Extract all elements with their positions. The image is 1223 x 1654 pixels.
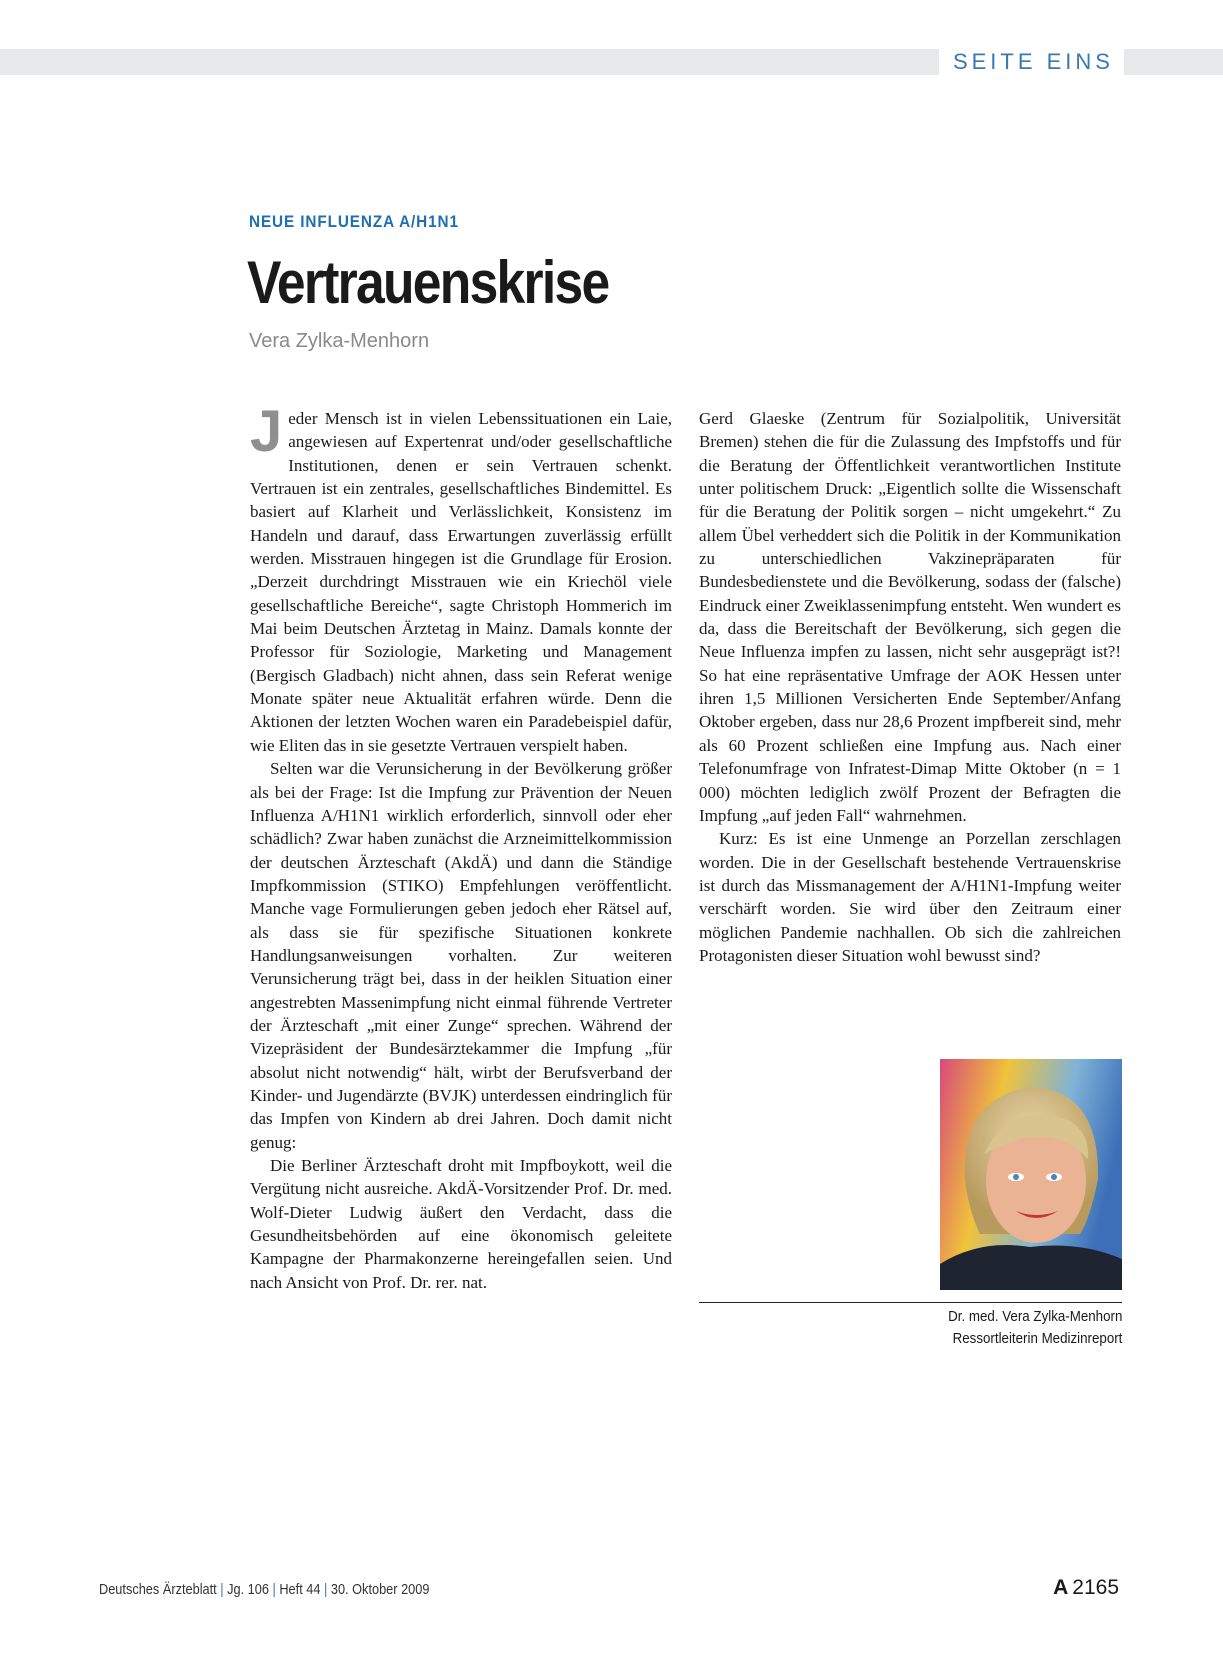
- caption-name: Dr. med. Vera Zylka-Menhorn: [947, 1309, 1122, 1325]
- caption-rule: [699, 1302, 1122, 1303]
- footer-citation: [99, 1582, 429, 1598]
- page-prefix: A: [1053, 1576, 1069, 1599]
- footer-date: 30. Oktober 2009: [330, 1582, 430, 1598]
- page-number-value: 2165: [1072, 1576, 1119, 1599]
- footer-issue: Heft 44: [279, 1582, 321, 1598]
- photo-caption: [948, 1306, 1122, 1350]
- footer-separator: |: [220, 1582, 224, 1598]
- paragraph: Kurz: Es ist eine Unmenge an Porzellan zerschlagen worden. Die in der Gesellschaft bestehende Vertrauenskrise ist durch das Missmanagement der A/H1N1-Impfung weiter verschärft worden. Sie wird über den Zeitraum einer möglichen Pandemie nachhallen. Ob sich die zahlreichen Protagonisten dieser Situation wohl bewusst sind?: [699, 829, 1121, 965]
- paragraph: [250, 399, 672, 757]
- drop-cap: J: [250, 399, 283, 464]
- footer-separator: |: [272, 1582, 276, 1598]
- author-photo: [940, 1059, 1122, 1290]
- section-label: SEITE EINS: [939, 47, 1124, 77]
- article-author: Vera Zylka-Menhorn: [249, 330, 430, 352]
- article-column-left: [250, 399, 672, 1294]
- caption-role: Ressortleiterin Medizinreport: [952, 1331, 1122, 1347]
- footer-volume: Jg. 106: [227, 1582, 269, 1598]
- article-title: Vertrauenskrise: [247, 249, 609, 316]
- article-kicker: NEUE INFLUENZA A/H1N1: [249, 212, 459, 231]
- footer-separator: |: [324, 1582, 328, 1598]
- paragraph: Gerd Glaeske (Zentrum für Sozialpolitik, Universität Bremen) stehen die für die Zulassung des Impfstoffs und für die Beratung der Öffentlichkeit verantwortlichen Institute unter politischem Druck: „Eigentlich sollte die Wissenschaft für die Beratung der Politik sorgen – nicht umgekehrt.“ Zu allem Übel verheddert sich die Politik in der Kommunikation zu unterschiedlichen Vakzinepräparaten für Bundesbedienstete und die Bevölkerung, sodass der (falsche) Eindruck einer Zweiklassenimpfung entsteht. Wen wundert es da, dass die Bereitschaft der Bevölkerung, sich gegen die Neue Influenza impfen zu lassen, nicht sehr ausgeprägt ist?! So hat eine repräsentative Umfrage der AOK Hessen unter ihren 1,5 Millionen Versicherten Ende September/Anfang Oktober ergeben, dass nur 28,6 Prozent impfbereit sind, mehr als 60 Prozent schließen eine Impfung aus. Nach einer Telefonumfrage von Infratest-Dimap Mitte Oktober (n = 1 000) möchten lediglich zwölf Prozent der Befragten die Impfung „auf jeden Fall“ wahrnehmen.: [699, 409, 1121, 825]
- footer-journal: Deutsches Ärzteblatt: [99, 1582, 217, 1598]
- paragraph: Die Berliner Ärzteschaft droht mit Impfboykott, weil die Vergütung nicht ausreiche. AkdÄ-Vorsitzender Prof. Dr. med. Wolf-Dieter Ludwig äußert den Verdacht, dass die Gesundheitsbehörden auf eine ökonomisch geleitete Kampagne der Pharmakonzerne hereingefallen seien. Und nach Ansicht von Prof. Dr. rer. nat.: [250, 1156, 672, 1292]
- page-number: [1053, 1576, 1119, 1600]
- paragraph: Selten war die Verunsicherung in der Bevölkerung größer als bei der Frage: Ist die Impfung zur Prävention der Neuen Influenza A/H1N1 wirklich erforderlich, sinnvoll oder eher schädlich? Zwar haben zunächst die Arzneimittelkommission der deutschen Ärzteschaft (AkdÄ) und dann die Ständige Impfkommission (STIKO) Empfehlungen veröffentlicht. Manche vage Formulierungen geben jedoch eher Rätsel auf, als dass sie für spezifische Situationen konkrete Handlungsanweisungen vorhalten. Zur weiteren Verunsicherung trägt bei, dass in der heiklen Situation einer angestrebten Massenimpfung nicht einmal führende Vertreter der Ärzteschaft „mit einer Zunge“ sprechen. Während der Vizepräsident der Bundesärztekammer die Impfung „für absolut nicht notwendig“ hält, wirbt der Berufsverband der Kinder- und Jugendärzte (BVJK) unterdessen eindringlich für das Impfen von Kindern ab drei Jahren. Doch damit nicht genug:: [250, 759, 672, 1152]
- article-column-right: [699, 407, 1121, 967]
- paragraph-text: eder Mensch ist in vielen Lebenssituationen ein Laie, angewiesen auf Expertenrat und/oder gesellschaftliche Institutionen, denen er sein Vertrauen schenkt. Vertrauen ist ein zentrales, gesellschaftliches Bindemittel. Es basiert auf Klarheit und Verlässlichkeit, Konsistenz im Handeln und darauf, dass Erwartungen zuverlässig erfüllt werden. Misstrauen hingegen ist die Grundlage für Erosion. „Derzeit durchdringt Misstrauen wie ein Kriechöl viele gesellschaftliche Bereiche“, sagte Christoph Hommerich im Mai beim Deutschen Ärztetag in Mainz. Damals konnte der Professor für Soziologie, Marketing und Management (Bergisch Gladbach) nicht ahnen, dass sein Referat wenige Monate später neue Aktualität erfahren würde. Denn die Aktionen der letzten Wochen waren ein Paradebeispiel dafür, wie Eliten das in sie gesetzte Vertrauen verspielt haben.: [250, 409, 672, 755]
